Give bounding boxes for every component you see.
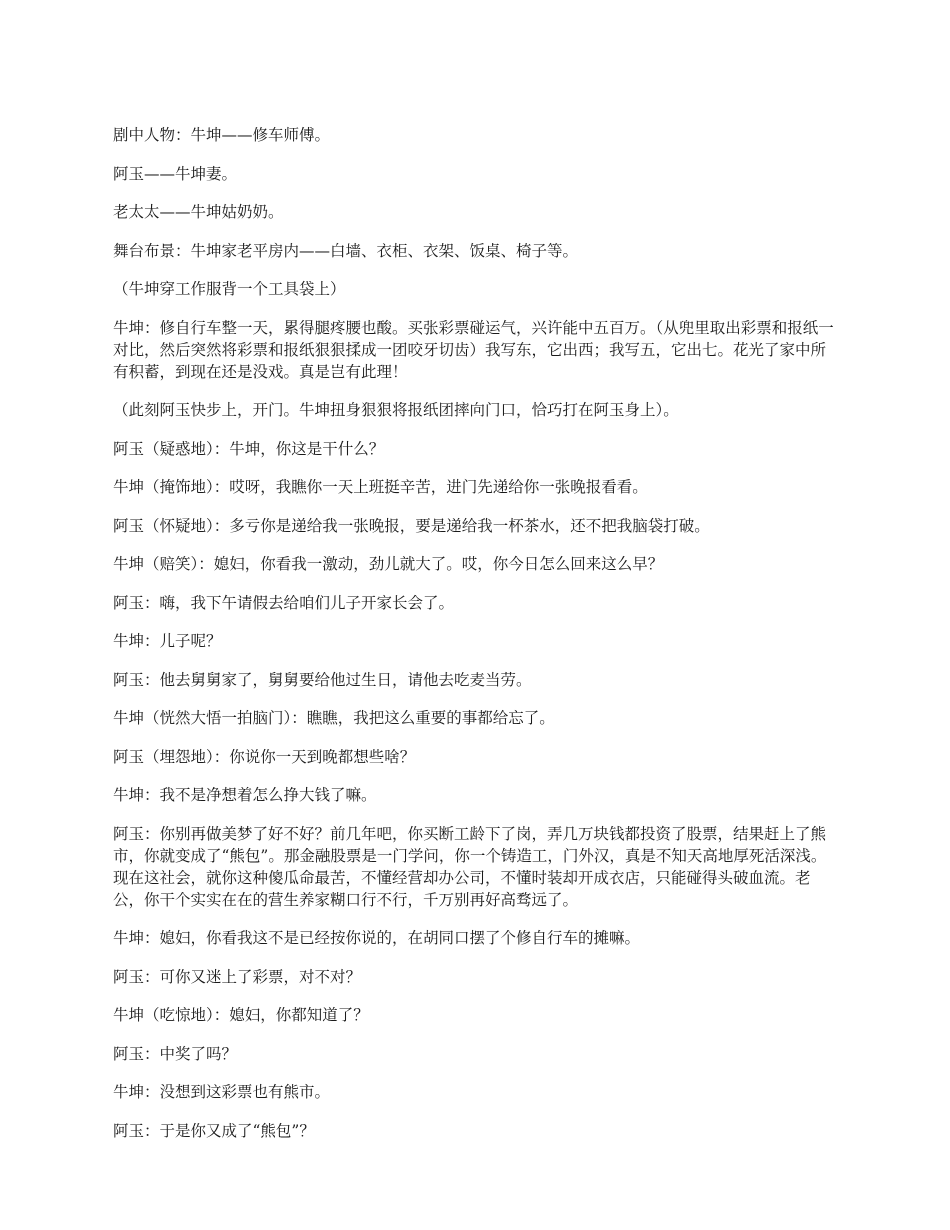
script-paragraph: 舞台布景：牛坤家老平房内——白墙、衣柜、衣架、饭桌、椅子等。 [113, 241, 579, 260]
script-paragraph: 阿玉：你别再做美梦了好不好？前几年吧，你买断工龄下了岗，弄几万块钱都投资了股票，结果赶上了熊市，你就变成了“熊包”。那金融股票是一门学问，你一个铸造工，门外汉，真是不知天高地厚死活深浅。现在这社会，就你这种傻瓜命最苦，不懂经营却办公司，不懂时装却开成衣店，只能碰得头破血流。老公，你干个实实在在的营生养家糊口行不行，千万别再好高骛远了。 [113, 824, 827, 909]
script-body [113, 124, 841, 1158]
script-paragraph: 牛坤（赔笑）：媳妇，你看我一激动，劲儿就大了。哎，你今日怎么回来这么早？ [113, 555, 664, 573]
script-paragraph: 牛坤：儿子呢？ [113, 632, 222, 650]
script-paragraph: 牛坤（恍然大悟一拍脑门）：瞧瞧，我把这么重要的事都给忘了。 [113, 709, 555, 727]
script-paragraph: 老太太——牛坤姑奶奶。 [113, 203, 284, 221]
script-paragraph: 牛坤（掩饰地）：哎呀，我瞧你一天上班挺辛苦，进门先递给你一张晚报看看。 [113, 478, 648, 496]
script-paragraph: 牛坤：媳妇，你看我这不是已经按你说的，在胡同口摆了个修自行车的摊嘛。 [113, 929, 641, 947]
script-paragraph: 牛坤：修自行车整一天，累得腿疼腰也酸。买张彩票碰运气，兴许能中五百万。（从兜里取出彩票和报纸一对比，然后突然将彩票和报纸狠狠揉成一团咬牙切齿）我写东，它出西；我写五，它出七。花光了家中所有积蓄，到现在还是没戏。真是岂有此理！ [113, 318, 834, 381]
script-paragraph: 阿玉——牛坤妻。 [113, 164, 238, 183]
script-paragraph: 阿玉：可你又迷上了彩票，对不对？ [113, 967, 362, 986]
script-paragraph: （此刻阿玉快步上，开门。牛坤扭身狠狠将报纸团摔向门口，恰巧打在阿玉身上）。 [113, 401, 679, 419]
script-paragraph: 阿玉（疑惑地）：牛坤，你这是干什么？ [113, 439, 385, 458]
script-paragraph: 牛坤：没想到这彩票也有熊市。 [113, 1083, 331, 1101]
script-paragraph: 牛坤（吃惊地）：媳妇，你都知道了？ [113, 1006, 369, 1024]
script-paragraph: （牛坤穿工作服背一个工具袋上） [113, 280, 346, 298]
script-paragraph: 剧中人物：牛坤——修车师傅。 [113, 126, 331, 144]
script-paragraph: 阿玉：中奖了吗？ [113, 1044, 238, 1063]
script-paragraph: 阿玉：嗨，我下午请假去给咱们儿子开家长会了。 [113, 593, 455, 612]
script-paragraph: 阿玉：于是你又成了“熊包”？ [113, 1121, 315, 1140]
script-paragraph: 阿玉（埋怨地）：你说你一天到晚都想些啥？ [113, 747, 416, 766]
script-paragraph: 阿玉（怀疑地）：多亏你是递给我一张晚报，要是递给我一杯茶水，还不把我脑袋打破。 [113, 516, 710, 535]
script-paragraph: 牛坤：我不是净想着怎么挣大钱了嘛。 [113, 786, 377, 804]
script-paragraph: 阿玉：他去舅舅家了，舅舅要给他过生日，请他去吃麦当劳。 [113, 670, 532, 689]
